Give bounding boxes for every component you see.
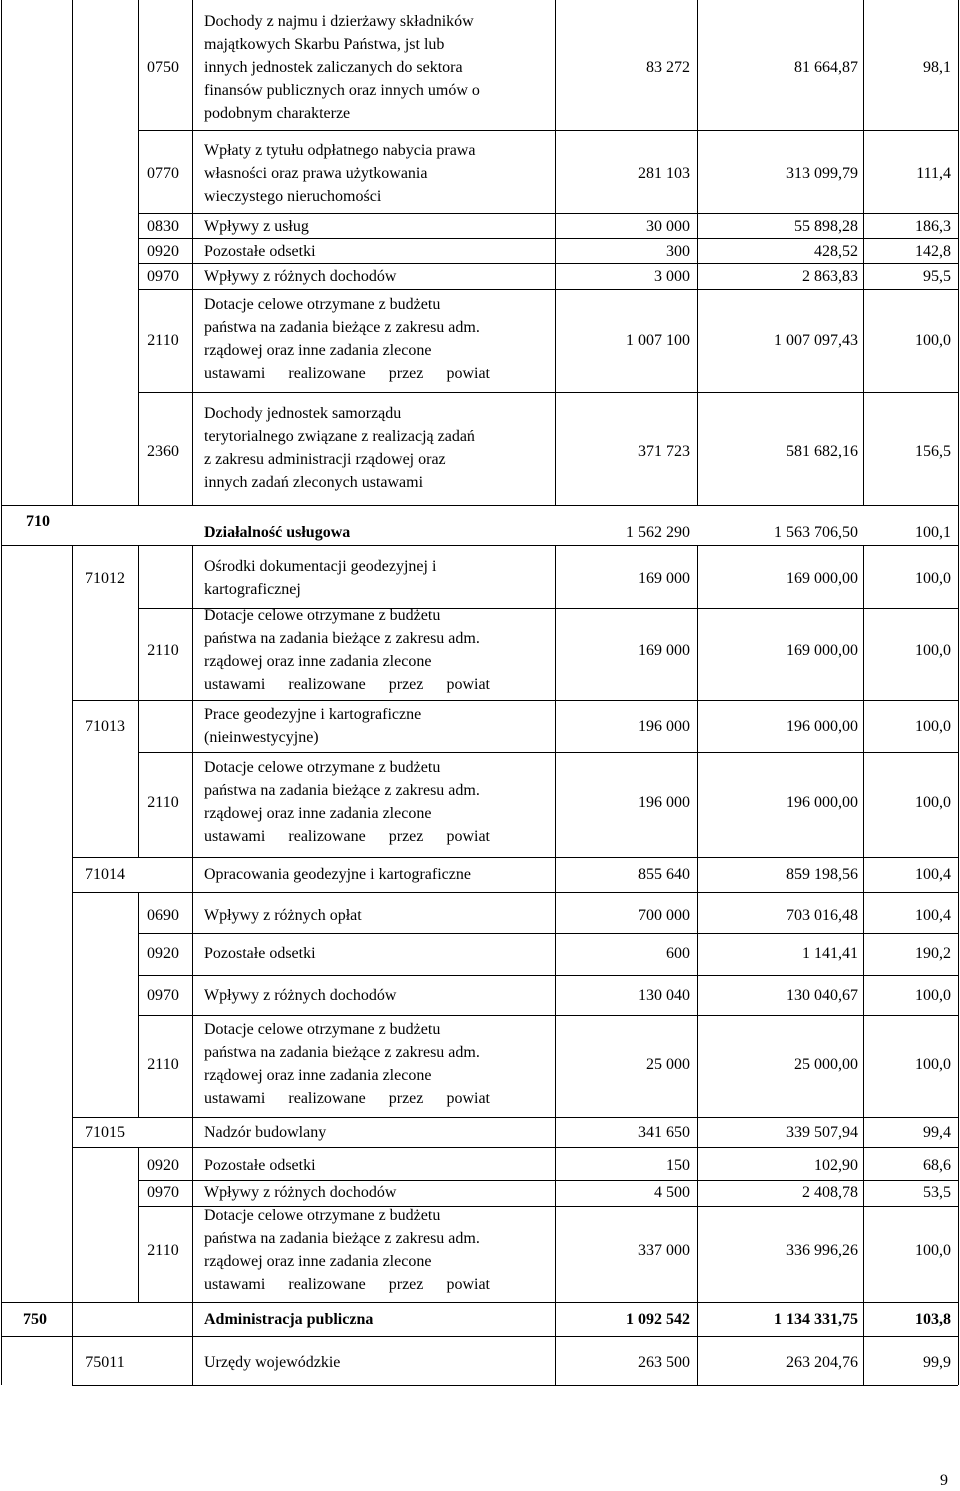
plan-value: 700 000: [638, 907, 690, 924]
execution-value: 581 682,16: [786, 443, 858, 460]
execution-value: 1 007 097,43: [774, 332, 858, 349]
execution-value: 130 040,67: [786, 987, 858, 1004]
description-cell: Pozostałe odsetki: [204, 243, 316, 260]
table-row: [0, 265, 960, 288]
plan-value: 263 500: [638, 1354, 690, 1371]
section-code: 710: [26, 513, 50, 530]
row-line: [138, 1015, 958, 1016]
table-row: [0, 240, 960, 263]
table-row: [0, 1121, 960, 1144]
paragraph-code: 2110: [147, 1056, 179, 1073]
description-cell: Dotacje celowe otrzymane z budżetu państwa na zadania bieżące z zakresu adm. rządowej oraz inne zadania zlecone ustawami realizowane przez powiat: [204, 1021, 490, 1107]
paragraph-code: 0690: [147, 907, 179, 924]
table-row: [0, 1351, 960, 1374]
execution-value: 1 563 706,50: [774, 524, 858, 541]
plan-value: 371 723: [638, 443, 690, 460]
execution-value: 196 000,00: [786, 718, 858, 735]
execution-value: 25 000,00: [794, 1056, 858, 1073]
percent-value: 100,4: [915, 907, 951, 924]
description-cell: Wpływy z różnych dochodów: [204, 268, 397, 285]
table-row: [0, 293, 960, 387]
percent-value: 100,4: [915, 866, 951, 883]
execution-value: 336 996,26: [786, 1242, 858, 1259]
paragraph-code: 2360: [147, 443, 179, 460]
table-row: [0, 508, 960, 545]
description-cell: Pozostałe odsetki: [204, 945, 316, 962]
execution-value: 339 507,94: [786, 1124, 858, 1141]
plan-value: 150: [666, 1157, 690, 1174]
row-line: [72, 700, 958, 701]
percent-value: 190,2: [915, 945, 951, 962]
row-line: [72, 1117, 958, 1118]
table-row: [0, 604, 960, 698]
description-cell: Administracja publiczna: [204, 1311, 374, 1328]
percent-value: 111,4: [916, 165, 951, 182]
row-line: [138, 752, 958, 753]
description-cell: Ośrodki dokumentacji geodezyjnej i kartograficznej: [204, 558, 437, 598]
table-row: [0, 139, 960, 209]
row-line: [138, 213, 958, 214]
plan-value: 4 500: [654, 1184, 690, 1201]
execution-value: 169 000,00: [786, 570, 858, 587]
row-line: [138, 975, 958, 976]
table-row: [0, 1018, 960, 1112]
table-row: [0, 215, 960, 238]
execution-value: 859 198,56: [786, 866, 858, 883]
execution-value: 1 141,41: [802, 945, 858, 962]
paragraph-code: 0770: [147, 165, 179, 182]
execution-value: 169 000,00: [786, 642, 858, 659]
table-row: [0, 984, 960, 1007]
percent-value: 142,8: [915, 243, 951, 260]
paragraph-code: 0970: [147, 1184, 179, 1201]
description-cell: Dotacje celowe otrzymane z budżetu państwa na zadania bieżące z zakresu adm. rządowej oraz inne zadania zlecone ustawami realizowane przez powiat: [204, 759, 490, 845]
table-row: [0, 942, 960, 965]
execution-value: 196 000,00: [786, 794, 858, 811]
execution-value: 313 099,79: [786, 165, 858, 182]
table-row: [0, 1308, 960, 1331]
paragraph-code: 2110: [147, 332, 179, 349]
execution-value: 428,52: [814, 243, 858, 260]
row-line: [138, 289, 958, 290]
percent-value: 68,6: [923, 1157, 951, 1174]
row-line: [138, 238, 958, 239]
table-row: [0, 10, 960, 125]
execution-value: 102,90: [814, 1157, 858, 1174]
paragraph-code: 0920: [147, 243, 179, 260]
percent-value: 100,1: [915, 524, 951, 541]
table-row: [0, 1204, 960, 1298]
percent-value: 99,9: [923, 1354, 951, 1371]
chapter-code: 71015: [85, 1124, 125, 1141]
chapter-code: 75011: [85, 1354, 125, 1371]
execution-value: 2 408,78: [802, 1184, 858, 1201]
paragraph-code: 0970: [147, 268, 179, 285]
chapter-code: 71014: [85, 866, 125, 883]
plan-value: 196 000: [638, 718, 690, 735]
execution-value: 703 016,48: [786, 907, 858, 924]
description-cell: Wpłaty z tytułu odpłatnego nabycia prawa własności oraz prawa użytkowania wieczystego nieruchomości: [204, 142, 476, 205]
percent-value: 100,0: [915, 1242, 951, 1259]
percent-value: 53,5: [923, 1184, 951, 1201]
plan-value: 3 000: [654, 268, 690, 285]
description-cell: Wpływy z różnych opłat: [204, 907, 362, 924]
plan-value: 281 103: [638, 165, 690, 182]
percent-value: 100,0: [915, 570, 951, 587]
paragraph-code: 0920: [147, 1157, 179, 1174]
percent-value: 98,1: [923, 59, 951, 76]
plan-value: 25 000: [646, 1056, 690, 1073]
page-number: 9: [940, 1472, 948, 1489]
execution-value: 1 134 331,75: [774, 1311, 858, 1328]
row-line: [1, 505, 958, 506]
table-row: [0, 756, 960, 850]
description-cell: Opracowania geodezyjne i kartograficzne: [204, 866, 471, 883]
plan-value: 341 650: [638, 1124, 690, 1141]
table-row: [0, 863, 960, 886]
plan-value: 1 562 290: [626, 524, 690, 541]
description-cell: Dochody jednostek samorządu terytorialnego związane z realizacją zadań z zakresu administracji rządowej oraz innych zadań zleconych ustawami: [204, 405, 475, 491]
execution-value: 55 898,28: [794, 218, 858, 235]
chapter-code: 71013: [85, 718, 125, 735]
description-cell: Wpływy z różnych dochodów: [204, 987, 397, 1004]
description-cell: Dotacje celowe otrzymane z budżetu państwa na zadania bieżące z zakresu adm. rządowej oraz inne zadania zlecone ustawami realizowane przez powiat: [204, 607, 490, 693]
plan-value: 169 000: [638, 642, 690, 659]
plan-value: 83 272: [646, 59, 690, 76]
paragraph-code: 0830: [147, 218, 179, 235]
paragraph-code: 2110: [147, 642, 179, 659]
percent-value: 99,4: [923, 1124, 951, 1141]
execution-value: 2 863,83: [802, 268, 858, 285]
plan-value: 1 007 100: [626, 332, 690, 349]
row-line: [72, 892, 958, 893]
execution-value: 263 204,76: [786, 1354, 858, 1371]
row-line: [138, 933, 958, 934]
plan-value: 130 040: [638, 987, 690, 1004]
description-cell: Wpływy z różnych dochodów: [204, 1184, 397, 1201]
plan-value: 600: [666, 945, 690, 962]
percent-value: 100,0: [915, 1056, 951, 1073]
row-line: [138, 263, 958, 264]
description-cell: Prace geodezyjne i kartograficzne (nieinwestycyjne): [204, 706, 422, 746]
percent-value: 103,8: [915, 1311, 951, 1328]
percent-value: 100,0: [915, 642, 951, 659]
paragraph-code: 0750: [147, 59, 179, 76]
plan-value: 300: [666, 243, 690, 260]
plan-value: 1 092 542: [626, 1311, 690, 1328]
row-line: [72, 1385, 958, 1386]
table-row: [0, 1181, 960, 1204]
row-line: [72, 857, 958, 858]
table-row: [0, 1154, 960, 1177]
description-cell: Dochody z najmu i dzierżawy składników majątkowych Skarbu Państwa, jst lub innych jednostek zaliczanych do sektora finansów publicznych oraz innych umów o podobnym charakterze: [204, 13, 480, 122]
percent-value: 100,0: [915, 332, 951, 349]
plan-value: 169 000: [638, 570, 690, 587]
plan-value: 855 640: [638, 866, 690, 883]
paragraph-code: 2110: [147, 794, 179, 811]
description-cell: Urzędy wojewódzkie: [204, 1354, 341, 1371]
execution-value: 81 664,87: [794, 59, 858, 76]
row-line: [1, 545, 958, 546]
description-cell: Nadzór budowlany: [204, 1124, 327, 1141]
paragraph-code: 2110: [147, 1242, 179, 1259]
table-row: [0, 703, 960, 751]
plan-value: 30 000: [646, 218, 690, 235]
plan-value: 196 000: [638, 794, 690, 811]
plan-value: 337 000: [638, 1242, 690, 1259]
description-cell: Pozostałe odsetki: [204, 1157, 316, 1174]
row-line: [138, 392, 958, 393]
chapter-code: 71012: [85, 570, 125, 587]
description-cell: Działalność usługowa: [204, 524, 351, 541]
table-row: [0, 555, 960, 603]
percent-value: 100,0: [915, 718, 951, 735]
percent-value: 100,0: [915, 794, 951, 811]
row-line: [72, 1147, 958, 1148]
percent-value: 95,5: [923, 268, 951, 285]
percent-value: 100,0: [915, 987, 951, 1004]
description-cell: Dotacje celowe otrzymane z budżetu państwa na zadania bieżące z zakresu adm. rządowej oraz inne zadania zlecone ustawami realizowane przez powiat: [204, 1207, 490, 1293]
table-row: [0, 402, 960, 496]
percent-value: 186,3: [915, 218, 951, 235]
paragraph-code: 0920: [147, 945, 179, 962]
row-line: [138, 130, 958, 131]
description-cell: Dotacje celowe otrzymane z budżetu państwa na zadania bieżące z zakresu adm. rządowej oraz inne zadania zlecone ustawami realizowane przez powiat: [204, 296, 490, 382]
table-row: [0, 904, 960, 927]
paragraph-code: 0970: [147, 987, 179, 1004]
percent-value: 156,5: [915, 443, 951, 460]
description-cell: Wpływy z usług: [204, 218, 309, 235]
row-line: [1, 1302, 958, 1303]
section-code: 750: [23, 1311, 47, 1328]
row-line: [1, 1336, 958, 1337]
